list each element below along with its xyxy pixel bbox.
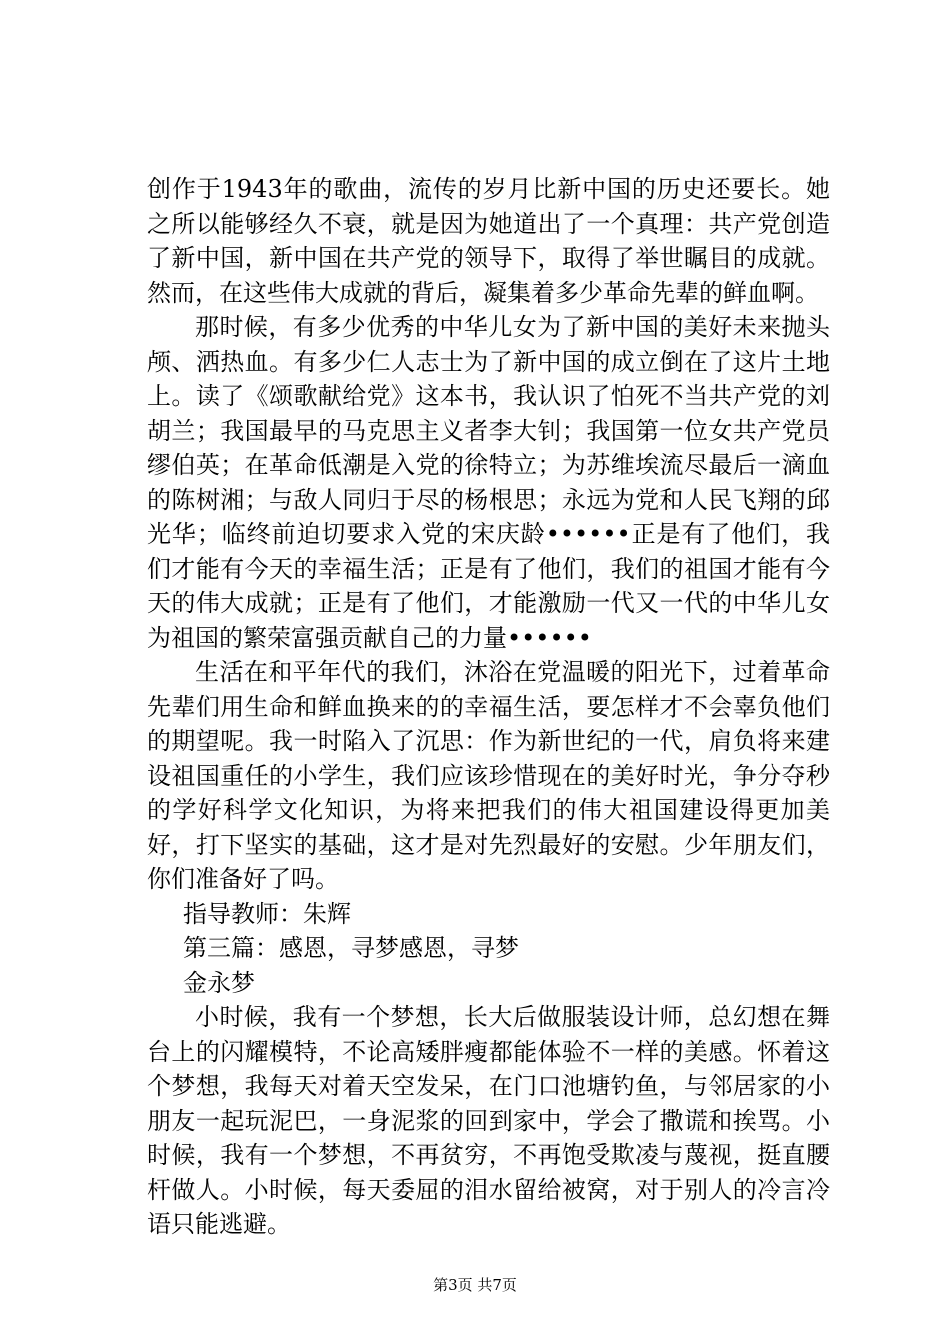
- paragraph-song-history: 创作于1943年的歌曲，流传的岁月比新中国的历史还要长。她之所以能够经久不衰，就是因为她道出了一个真理：共产党创造了新中国，新中国在共产党的领导下，取得了举世瞩目的成就。然而，在这些伟大成就的背后，凝集着多少革命先辈的鲜血啊。: [147, 175, 830, 307]
- author-name: 金永梦: [183, 968, 255, 997]
- paragraph-peaceful-era: 生活在和平年代的我们，沐浴在党温暖的阳光下，过着革命先辈们用生命和鲜血换来的的幸福生活，要怎样才不会辜负他们的期望呢。我一时陷入了沉思：作为新世纪的一代，肩负将来建设祖国重任的小学生，我们应该珍惜现在的美好时光，争分夺秒的学好科学文化知识，为将来把我们的伟大祖国建设得更加美好，打下坚实的基础，这才是对先烈最好的安慰。少年朋友们，你们准备好了吗。: [147, 658, 830, 893]
- section-heading: 第三篇：感恩，寻梦感恩，寻梦: [183, 934, 519, 962]
- paragraph-revolutionary-heroes: 那时候，有多少优秀的中华儿女为了新中国的美好未来抛头颅、洒热血。有多少仁人志士为了新中国的成立倒在了这片土地上。读了《颂歌献给党》这本书，我认识了怕死不当共产党的刘胡兰；我国最早的马克思主义者李大钊；我国第一位女共产党员缪伯英；在革命低潮是入党的徐特立；为苏维埃流尽最后一滴血的陈树湘；与敌人同归于尽的杨根思；永远为党和人民飞翔的邱光华；临终前迫切要求入党的宋庆龄••••••正是有了他们，我们才能有今天的幸福生活；正是有了他们，我们的祖国才能有今天的伟大成就；正是有了他们，才能激励一代又一代的中华儿女为祖国的繁荣富强贡献自己的力量••••••: [147, 313, 830, 652]
- document-body: [147, 172, 830, 1242]
- advisor-line: 指导教师：朱辉: [183, 899, 351, 928]
- page-footer: 第3页 共7页: [433, 1276, 517, 1294]
- paragraph-childhood-dream: 小时候，我有一个梦想，长大后做服装设计师，总幻想在舞台上的闪耀模特，不论高矮胖瘦都能体验不一样的美感。怀着这个梦想，我每天对着天空发呆，在门口池塘钓鱼，与邻居家的小朋友一起玩泥巴，一身泥浆的回到家中，学会了撒谎和挨骂。小时候，我有一个梦想，不再贫穷，不再饱受欺凌与蔑视，挺直腰杆做人。小时候，每天委屈的泪水留给被窝，对于别人的冷言冷语只能逃避。: [147, 1003, 830, 1238]
